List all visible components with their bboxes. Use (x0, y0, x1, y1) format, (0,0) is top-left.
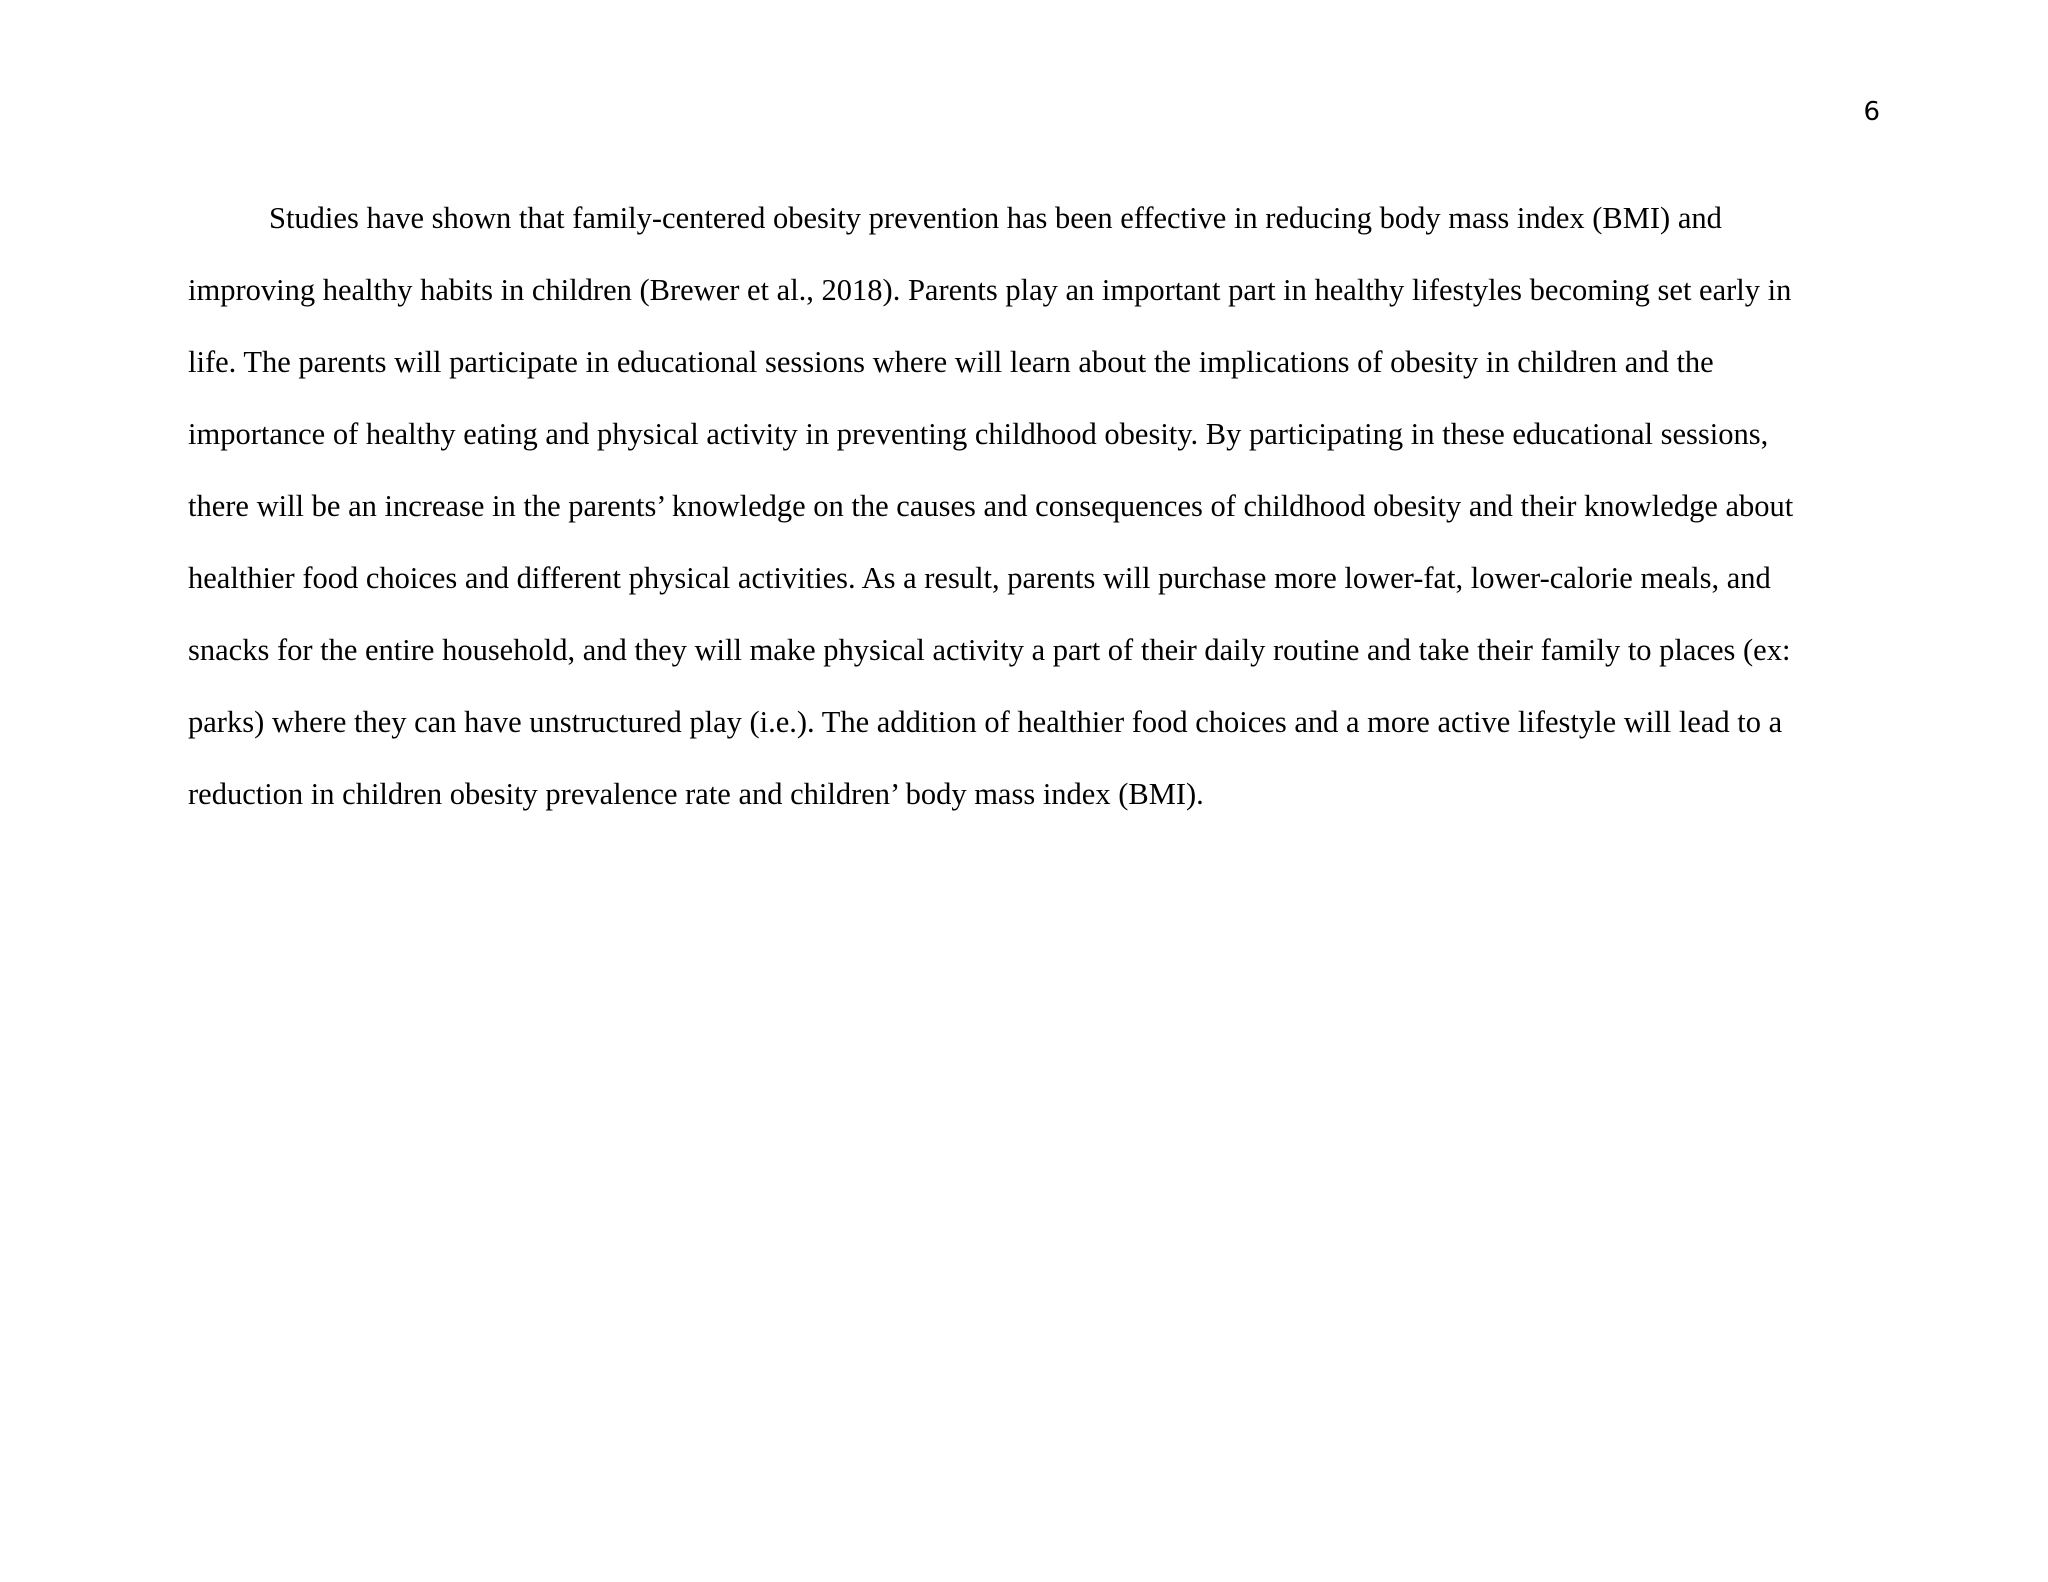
paragraph-line: improving healthy habits in children (Brewer et al., 2018). Parents play an important part in healthy lifestyles becoming set early in (188, 273, 1792, 307)
paragraph-line: there will be an increase in the parents’ knowledge on the causes and consequences of childhood obesity and their knowledge about (188, 489, 1794, 523)
paragraph-line: Studies have shown that family-centered obesity prevention has been effective in reducing body mass index (BMI) and (269, 201, 1722, 235)
paragraph-line: life. The parents will participate in educational sessions where will learn about the implications of obesity in children and the (188, 345, 1714, 379)
paragraph-line: reduction in children obesity prevalence rate and children’ body mass index (BMI). (188, 777, 1204, 811)
page-number: 6 (1863, 97, 1880, 127)
paragraph-line: healthier food choices and different physical activities. As a result, parents will purchase more lower-fat, lower-calorie meals, and (188, 561, 1771, 595)
paragraph-line: parks) where they can have unstructured play (i.e.). The addition of healthier food choices and a more active lifestyle will lead to a (188, 705, 1783, 739)
paragraph-line: snacks for the entire household, and they will make physical activity a part of their daily routine and take their family to places (ex: (188, 633, 1791, 667)
body-paragraph (188, 182, 1868, 830)
paragraph-line: importance of healthy eating and physical activity in preventing childhood obesity. By participating in these educational sessions, (188, 417, 1769, 451)
